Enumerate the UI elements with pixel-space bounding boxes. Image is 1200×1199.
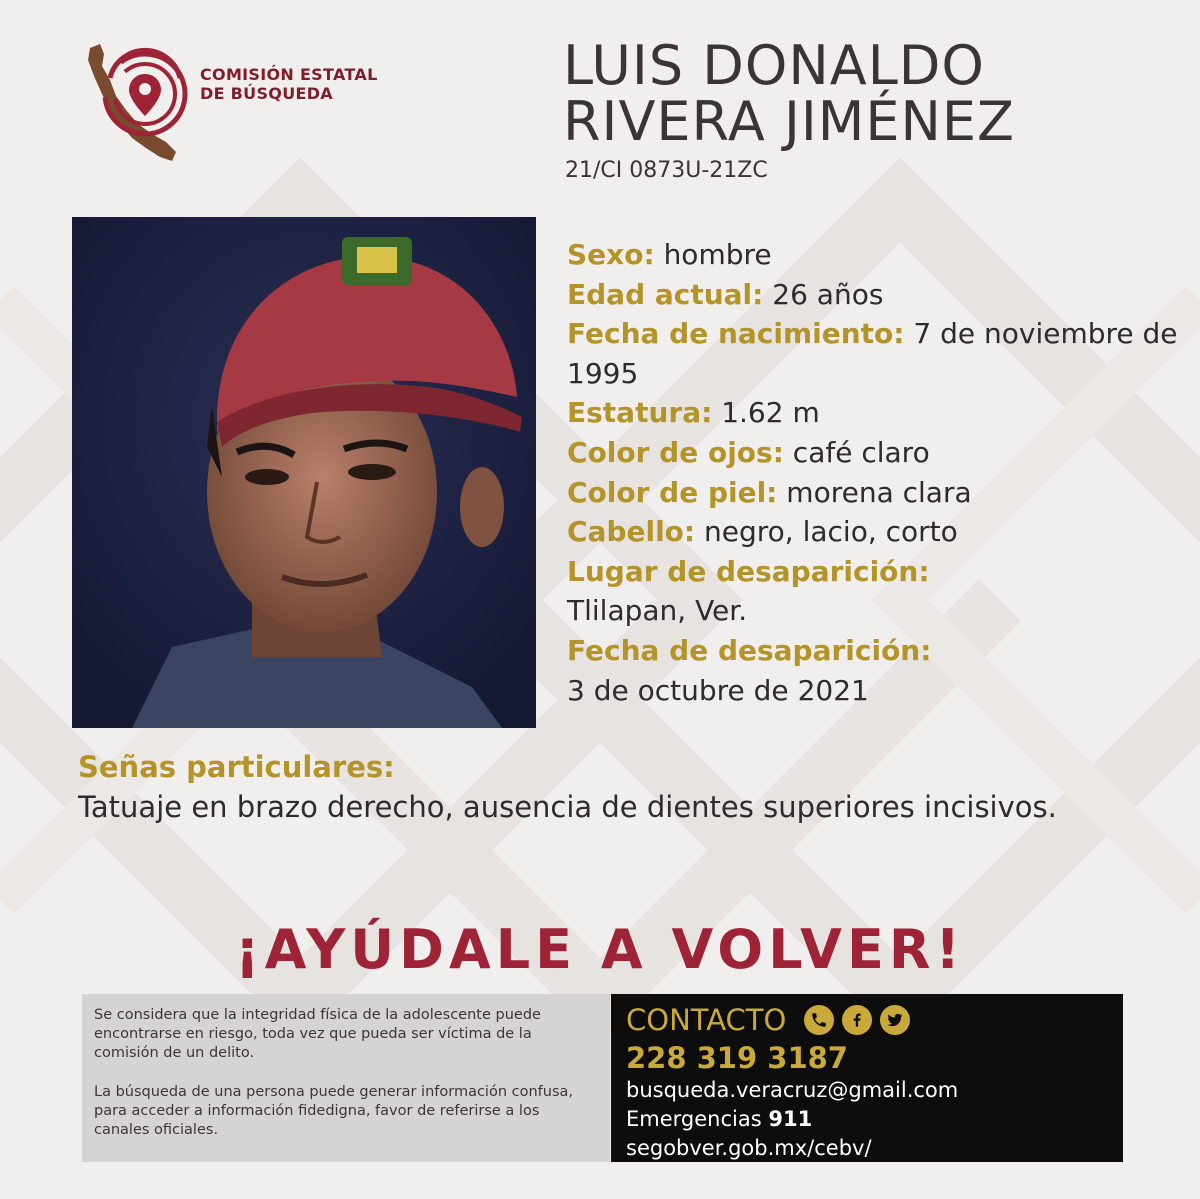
person-name-line1: LUIS DONALDO [563, 34, 985, 97]
person-name [563, 34, 1183, 153]
org-name [200, 65, 378, 103]
person-photo [72, 217, 536, 728]
twitter-icon[interactable] [880, 1005, 910, 1035]
detail-lugar-desaparicion: Lugar de desaparición: Tlilapan, Ver. [567, 554, 930, 628]
org-name-line1: COMISIÓN ESTATAL [200, 65, 378, 84]
contact-emergency: Emergencias 911 [626, 1107, 813, 1131]
org-name-line2: DE BÚSQUEDA [200, 84, 333, 103]
location-pin-icon [129, 74, 161, 116]
detail-fecha-desaparicion: Fecha de desaparición: 3 de octubre de 2021 [567, 633, 932, 707]
detail-edad: Edad actual: 26 años [567, 277, 884, 311]
detail-sexo: Sexo: hombre [567, 238, 772, 271]
facebook-icon[interactable] [842, 1005, 872, 1035]
disclaimer-paragraph-2: La búsqueda de una persona puede generar información confusa, para acceder a información fidedigna, favor de referirse a los canales oficiales. [94, 1084, 574, 1138]
detail-cabello: Cabello: negro, lacio, corto [567, 515, 958, 549]
detail-color-piel: Color de piel: morena clara [567, 475, 972, 509]
phone-icon[interactable] [804, 1005, 834, 1035]
contact-email[interactable]: busqueda.veracruz@gmail.com [626, 1078, 959, 1102]
senas-label: Señas particulares: [78, 750, 395, 784]
contact-phone[interactable]: 228 319 3187 [626, 1041, 848, 1075]
details-list [567, 235, 1197, 710]
call-to-action: ¡AYÚDALE A VOLVER! [234, 918, 966, 981]
case-id: 21/CI 0873U-21ZC [565, 158, 768, 183]
contact-title-row [626, 1000, 1123, 1040]
senas-text: Tatuaje en brazo derecho, ausencia de dientes superiores incisivos. [78, 790, 1057, 824]
detail-fecha-nacimiento: Fecha de nacimiento: 7 de noviembre de 1995 [567, 317, 1178, 390]
veracruz-map-icon [80, 40, 200, 165]
org-logo [80, 40, 410, 165]
senas-particulares [78, 750, 1178, 828]
detail-color-ojos: Color de ojos: café claro [567, 435, 930, 469]
person-name-line2: RIVERA JIMÉNEZ [563, 90, 1016, 153]
disclaimer-paragraph-1: Se considera que la integridad física de la adolescente puede encontrarse en riesgo, toda vez que pueda ser víctima de la comisión de un delito. [94, 1007, 541, 1061]
contact-title: CONTACTO [626, 1003, 787, 1037]
detail-estatura: Estatura: 1.62 m [567, 396, 820, 430]
contact-box [611, 994, 1123, 1162]
contact-website[interactable]: segobver.gob.mx/cebv/ [626, 1136, 872, 1160]
disclaimer-box [82, 994, 610, 1162]
